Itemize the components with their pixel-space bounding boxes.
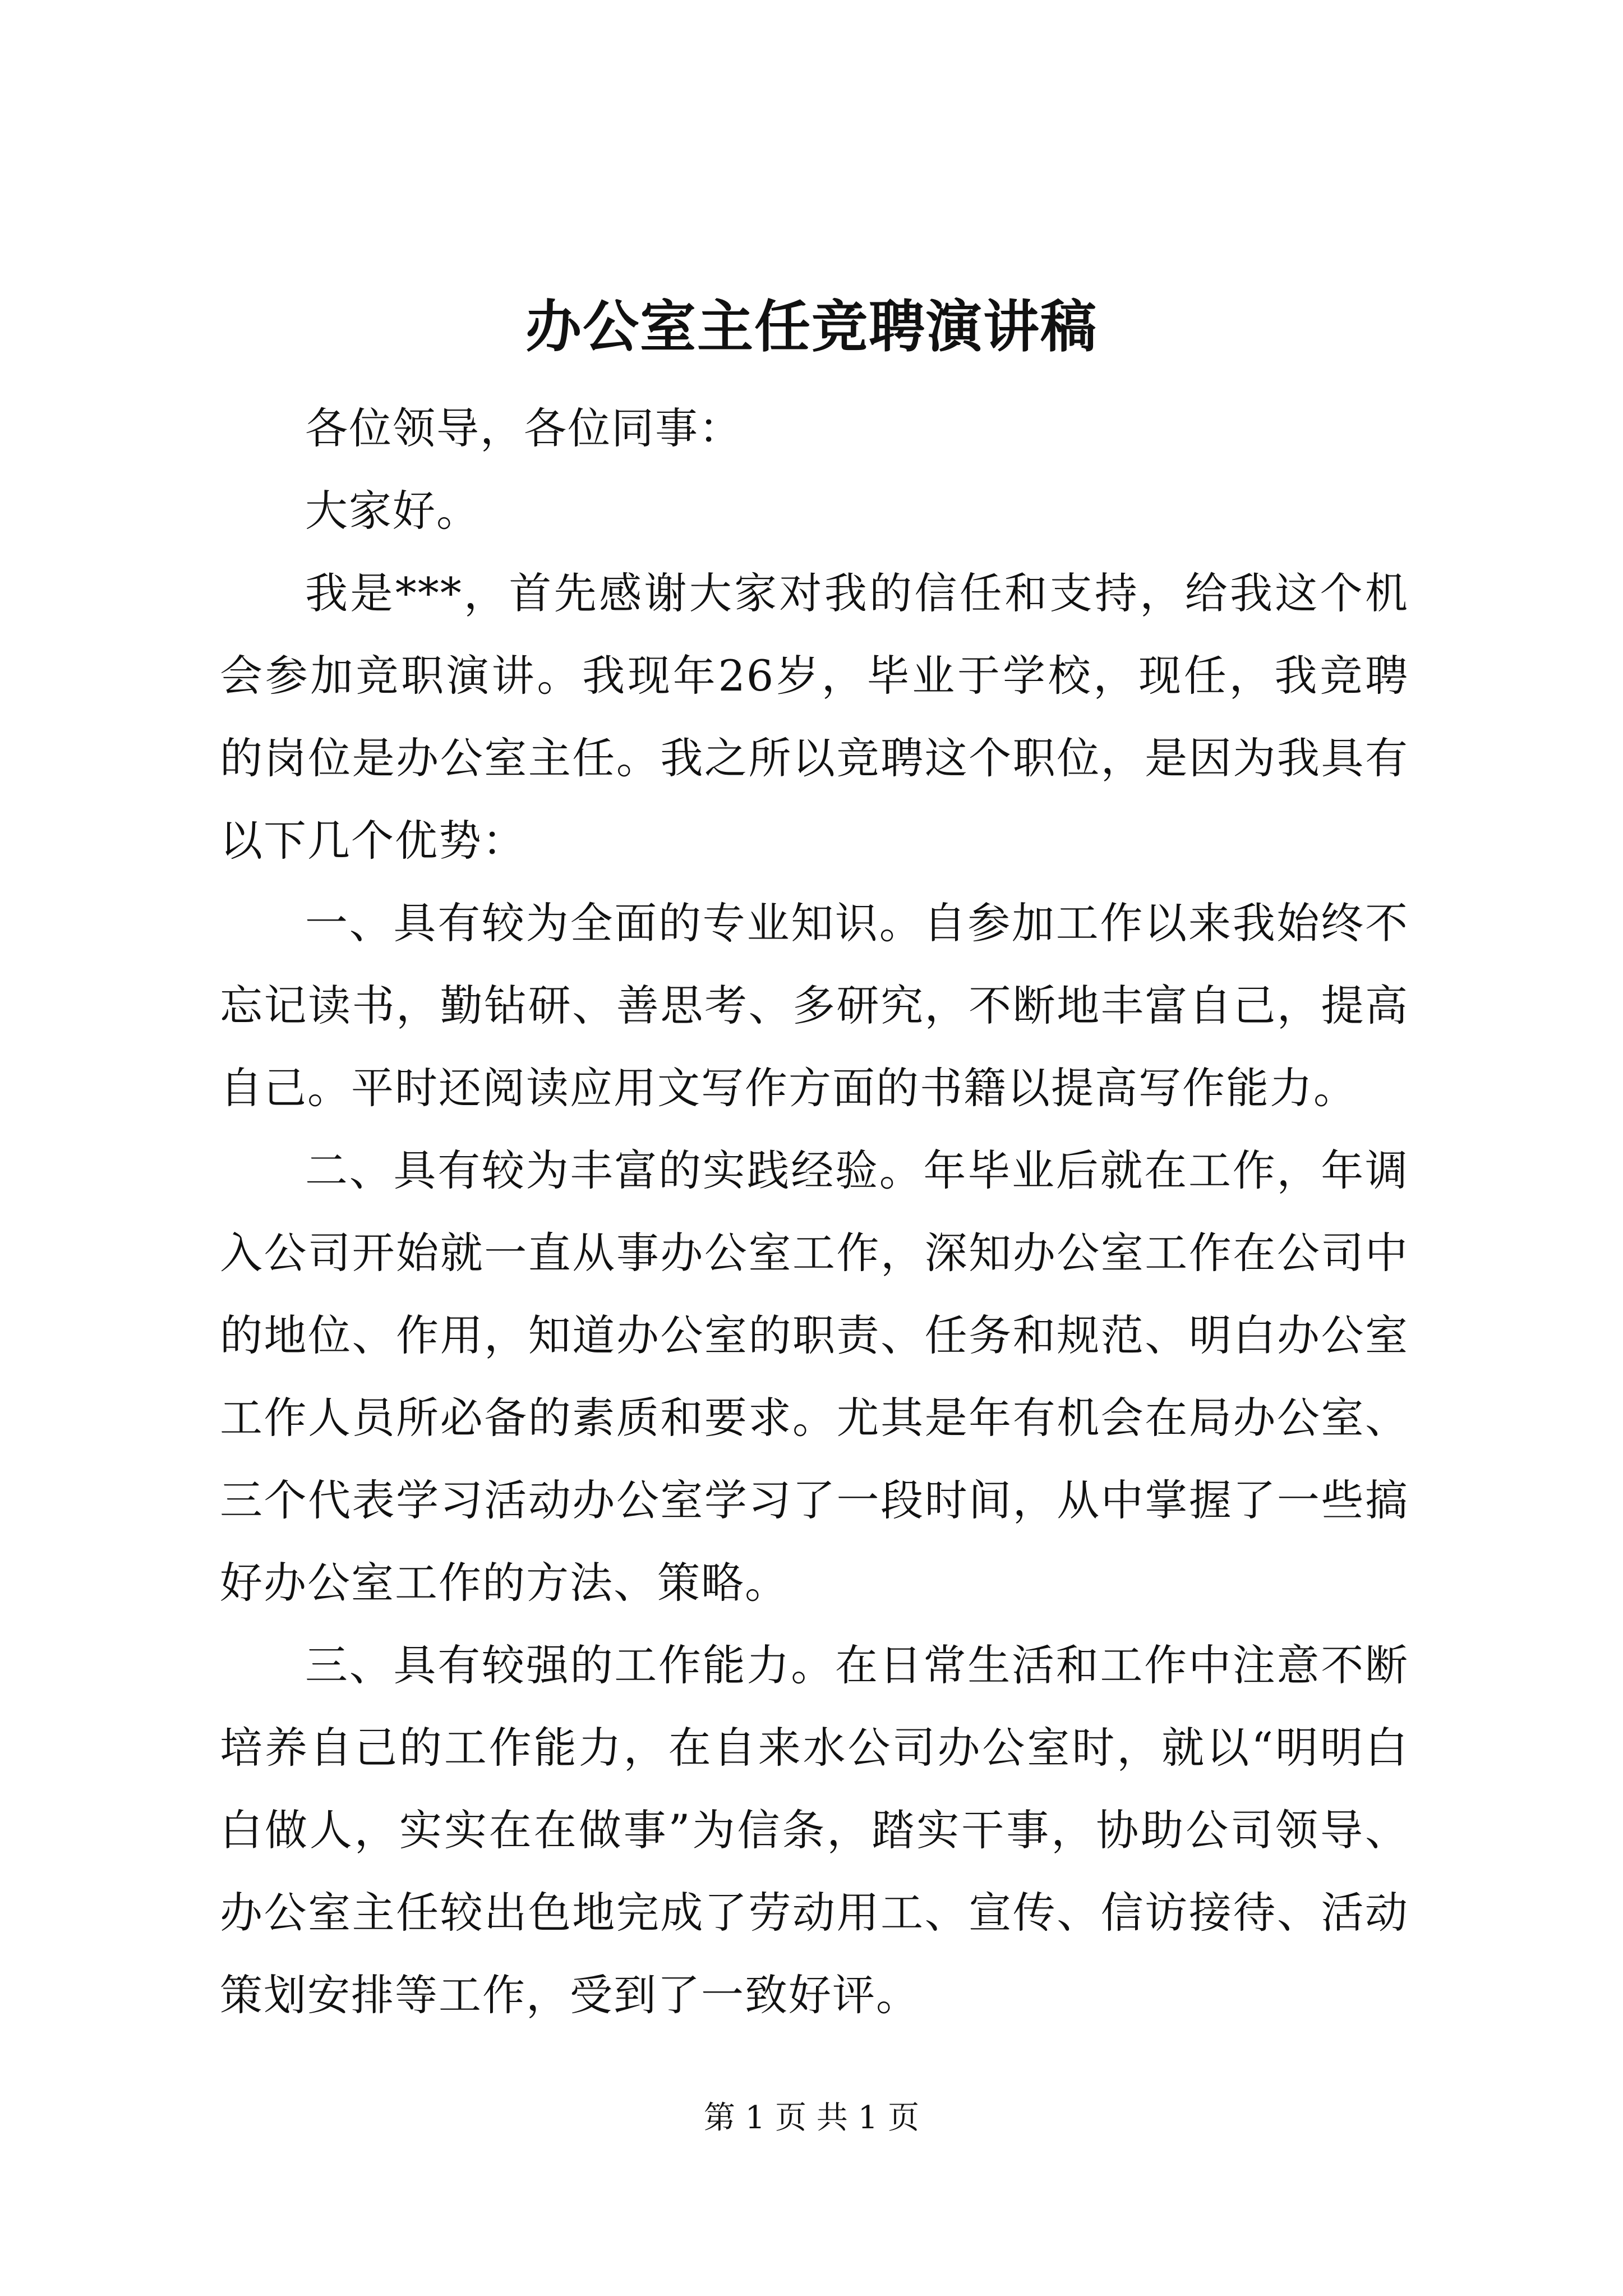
page-footer: 第 1 页 共 1 页	[703, 2100, 920, 2136]
document-body	[220, 387, 1409, 2036]
document-title: 办公室主任竞聘演讲稿	[525, 293, 1098, 360]
paragraph-salutation: 各位领导，各位同事：	[305, 403, 743, 453]
paragraph-advantage-two: 二、具有较为丰富的实践经验。年毕业后就在工作，年调入公司开始就一直从事办公室工作，深知办公室工作在公司中的地位、作用，知道办公室的职责、任务和规范、明白办公室工作人员所必备的素质和要求。尤其是年有机会在局办公室、三个代表学习活动办公室学习了一段时间，从中掌握了一些搞好办公室工作的方法、策略。	[220, 1145, 1409, 1608]
paragraph-advantage-three: 三、具有较强的工作能力。在日常生活和工作中注意不断培养自己的工作能力，在自来水公司办公室时，就以“明明白白做人，实实在在做事”为信条，踏实干事，协助公司领导、办公室主任较出色地完成了劳动用工、宣传、信访接待、活动策划安排等工作，受到了一致好评。	[220, 1640, 1409, 2020]
paragraph-greeting: 大家好。	[305, 486, 480, 536]
paragraph-introduction: 我是***，首先感谢大家对我的信任和支持，给我这个机会参加竞职演讲。我现年26岁，毕业于学校，现任，我竞聘的岗位是办公室主任。我之所以竞聘这个职位，是因为我具有以下几个优势：	[220, 568, 1409, 866]
paragraph-advantage-one: 一、具有较为全面的专业知识。自参加工作以来我始终不忘记读书，勤钻研、善思考、多研究，不断地丰富自己，提高自己。平时还阅读应用文写作方面的书籍以提高写作能力。	[220, 898, 1409, 1113]
